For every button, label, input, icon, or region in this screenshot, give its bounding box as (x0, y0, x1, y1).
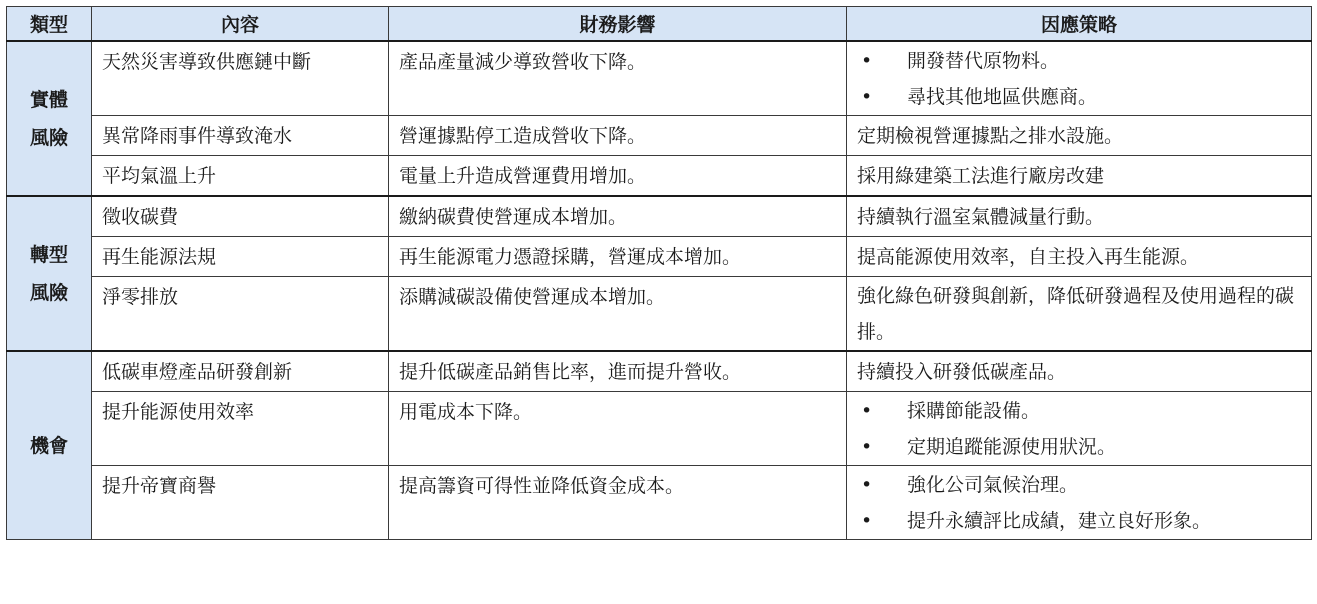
strategy-list (857, 393, 1301, 465)
climate-risk-table (6, 6, 1312, 540)
impact-cell: 再生能源電力憑證採購，營運成本增加。 (389, 237, 847, 277)
strategy-list (857, 43, 1301, 115)
strategy-item: • 尋找其他地區供應商。 (857, 79, 1301, 115)
impact-cell: 電量上升造成營運費用增加。 (389, 156, 847, 197)
type-cell-opportunity (7, 351, 92, 540)
type-cell-transition (7, 196, 92, 351)
content-cell: 天然災害導致供應鏈中斷 (92, 41, 389, 116)
table-row (7, 196, 1312, 237)
content-cell: 低碳車燈產品研發創新 (92, 351, 389, 392)
strategy-cell (847, 392, 1312, 466)
content-cell: 提升帝寶商譽 (92, 466, 389, 540)
strategy-list (857, 467, 1301, 539)
impact-cell: 產品產量減少導致營收下降。 (389, 41, 847, 116)
type-cell-physical (7, 41, 92, 196)
impact-cell: 提高籌資可得性並降低資金成本。 (389, 466, 847, 540)
strategy-item: • 強化公司氣候治理。 (857, 467, 1301, 503)
content-cell: 平均氣溫上升 (92, 156, 389, 197)
impact-cell: 提升低碳產品銷售比率，進而提升營收。 (389, 351, 847, 392)
header-content: 內容 (92, 7, 389, 42)
impact-cell: 繳納碳費使營運成本增加。 (389, 196, 847, 237)
table-row (7, 41, 1312, 116)
table-row (7, 277, 1312, 352)
strategy-item: • 定期追蹤能源使用狀況。 (857, 429, 1301, 465)
header-type: 類型 (7, 7, 92, 42)
type-label-line: 轉型 (29, 243, 68, 266)
strategy-cell: 持續執行溫室氣體減量行動。 (847, 196, 1312, 237)
impact-cell: 添購減碳設備使營運成本增加。 (389, 277, 847, 352)
strategy-cell: 持續投入研發低碳產品。 (847, 351, 1312, 392)
type-label-line: 風險 (29, 281, 68, 304)
strategy-item: • 提升永續評比成績，建立良好形象。 (857, 503, 1301, 539)
type-label-line: 機會 (29, 434, 68, 457)
impact-cell: 營運據點停工造成營收下降。 (389, 116, 847, 156)
table-row (7, 351, 1312, 392)
strategy-cell: 採用綠建築工法進行廠房改建 (847, 156, 1312, 197)
strategy-item: • 開發替代原物料。 (857, 43, 1301, 79)
content-cell: 提升能源使用效率 (92, 392, 389, 466)
type-label-line: 風險 (29, 126, 68, 149)
content-cell: 再生能源法規 (92, 237, 389, 277)
table-row (7, 116, 1312, 156)
strategy-cell (847, 41, 1312, 116)
strategy-cell (847, 466, 1312, 540)
table-row (7, 156, 1312, 197)
strategy-cell: 強化綠色研發與創新，降低研發過程及使用過程的碳排。 (847, 277, 1312, 352)
header-row (7, 7, 1312, 42)
content-cell: 徵收碳費 (92, 196, 389, 237)
header-impact: 財務影響 (389, 7, 847, 42)
content-cell: 異常降雨事件導致淹水 (92, 116, 389, 156)
table-row (7, 237, 1312, 277)
header-strategy: 因應策略 (847, 7, 1312, 42)
table-row (7, 392, 1312, 466)
content-cell: 淨零排放 (92, 277, 389, 352)
table-row (7, 466, 1312, 540)
strategy-cell: 提高能源使用效率，自主投入再生能源。 (847, 237, 1312, 277)
type-label-line: 實體 (29, 88, 68, 111)
impact-cell: 用電成本下降。 (389, 392, 847, 466)
strategy-item: • 採購節能設備。 (857, 393, 1301, 429)
strategy-cell: 定期檢視營運據點之排水設施。 (847, 116, 1312, 156)
